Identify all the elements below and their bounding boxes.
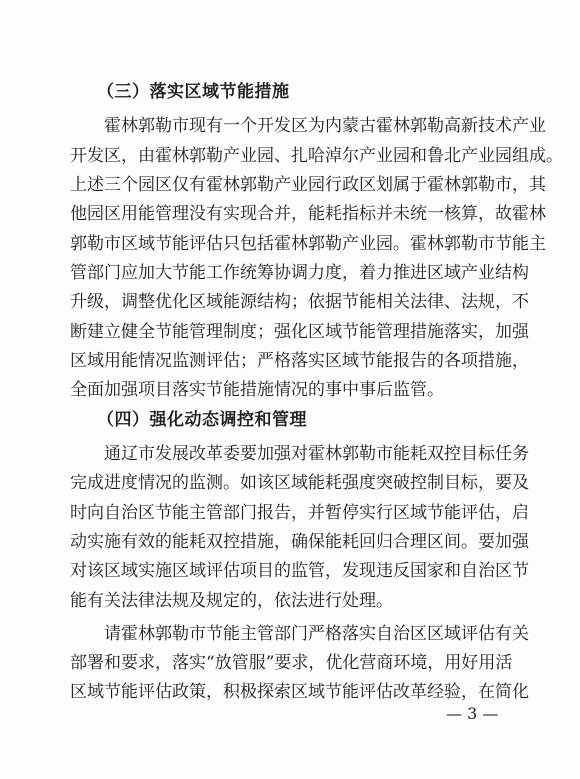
paragraph-line: 通辽市发展改革委要加强对霍林郭勒市能耗双控目标任务 — [104, 444, 529, 464]
paragraph-line: 上述三个园区仅有霍林郭勒产业园行政区划属于霍林郭勒市，其 — [70, 175, 546, 195]
page-number: — 3 — — [446, 704, 499, 723]
paragraph-line: 霍林郭勒市现有一个开发区为内蒙古霍林郭勒高新技术产业 — [104, 116, 546, 136]
paragraph-line: 动实施有效的能耗双控措施，确保能耗回归合理区间。要加强 — [70, 532, 529, 552]
paragraph-line: 断建立健全节能管理制度；强化区域节能管理措施落实，加强 — [70, 322, 529, 342]
paragraph-line: 全面加强项目落实节能措施情况的事中事后监管。 — [70, 380, 444, 400]
paragraph-line: 管部门应加大节能工作统筹协调力度，着力推进区域产业结构 — [70, 263, 529, 283]
paragraph-line: 时向自治区节能主管部门报告，并暂停实行区域节能评估，启 — [70, 503, 529, 523]
paragraph-line: 请霍林郭勒市节能主管部门严格落实自治区区域评估有关 — [104, 624, 529, 644]
paragraph-line: 郭勒市区域节能评估只包括霍林郭勒产业园。霍林郭勒市节能主 — [70, 234, 546, 254]
section-heading-4: （四）强化动态调控和管理 — [97, 410, 307, 430]
paragraph-line: 能有关法律法规及规定的，依法进行处理。 — [70, 591, 393, 611]
paragraph-line: 区域用能情况监测评估；严格落实区域节能报告的各项措施， — [70, 351, 529, 371]
paragraph-line: 完成进度情况的监测。如该区域能耗强度突破控制目标，要及 — [70, 473, 529, 493]
section-heading-3: （三）落实区域节能措施 — [97, 82, 290, 102]
paragraph-line: 开发区，由霍林郭勒产业园、扎哈淖尔产业园和鲁北产业园组成。 — [70, 146, 563, 166]
paragraph-line: 部署和要求，落实“放管服”要求，优化营商环境，用好用活 — [70, 653, 513, 673]
paragraph-line: 他园区用能管理没有实现合并，能耗指标并未统一核算，故霍林 — [70, 204, 546, 224]
paragraph-line: 对该区域实施区域评估项目的监管，发现违反国家和自治区节 — [70, 561, 529, 581]
paragraph-line: 区域节能评估政策，积极探索区域节能评估改革经验，在简化 — [70, 682, 529, 702]
paragraph-line: 升级，调整优化区域能源结构；依据节能相关法律、法规，不 — [70, 292, 529, 312]
